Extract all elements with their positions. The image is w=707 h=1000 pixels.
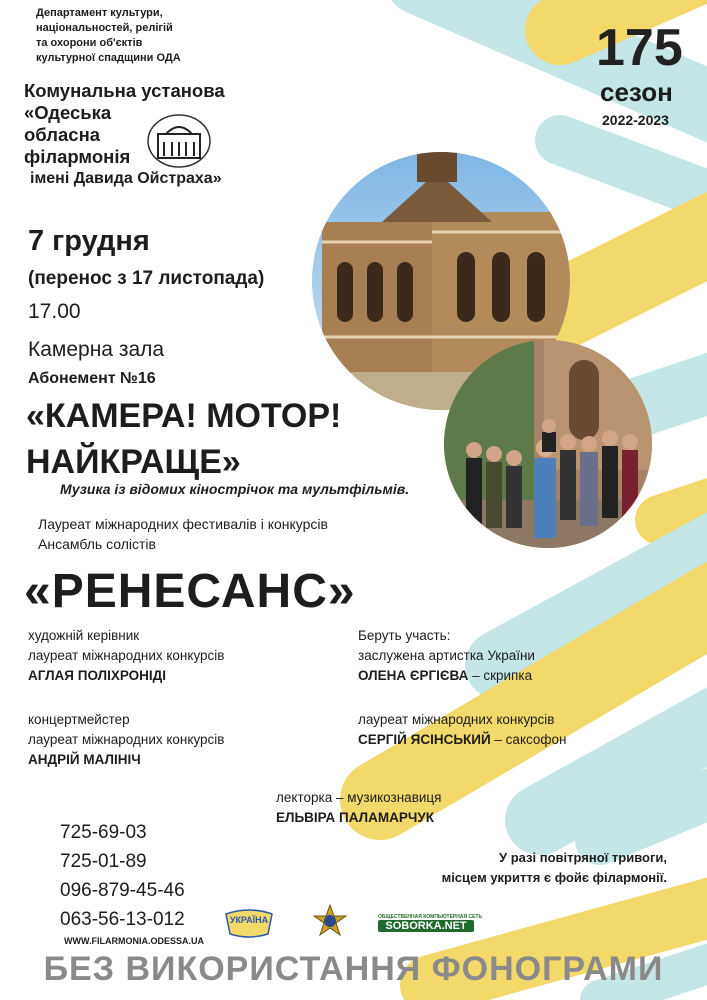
soborka-logo-small: ОБЩЕСТВЕННАЯ КОМПЬЮТЕРНАЯ СЕТЬ [378,914,483,920]
phone-number[interactable]: 063-56-13-012 [60,909,185,930]
phone-number[interactable]: 725-69-03 [60,822,147,843]
right-credits [358,626,566,750]
laureate-block [38,514,328,554]
alert-line: У разі повітряної тривоги, [499,850,667,865]
season-years: 2022-2023 [602,112,669,128]
event-subtitle: Музика із відомих кінострічок та мультфільмів. [60,481,410,497]
ukraina-logo-text: УКРАЇНА [229,915,269,925]
credit-name: АНДРІЙ МАЛІНІЧ [28,752,141,767]
laureate-line: Ансамбль солістів [38,536,156,552]
credit-role: заслужена артистка України [358,648,535,663]
institution-line: «Одеська [24,102,112,123]
soborka-logo [378,914,483,936]
event-hall: Камерна зала [28,338,165,361]
event-time: 17.00 [28,300,81,323]
lecturer-name: ЕЛЬВІРА ПАЛАМАРЧУК [276,810,434,825]
season-word: сезон [600,77,673,107]
institution-line: обласна [24,124,101,145]
department-block [36,6,206,66]
season-number: 175 [596,19,683,77]
emblem-icon [312,904,348,940]
ukraina-logo [222,906,276,940]
left-credits [28,626,224,770]
event-title-line2: НАЙКРАЩЕ» [26,443,241,481]
philharmonic-logo [146,112,212,170]
ensemble-photo [444,340,652,548]
department-line: національностей, релігій [36,22,173,34]
footer-no-phonogram: БЕЗ ВИКОРИСТАННЯ ФОНОГРАМИ [43,950,664,988]
alert-line: місцем укриття є фойє філармонії. [441,870,667,885]
institution-line: імені Давида Ойстраха» [30,170,222,187]
credit-role: художній керівник [28,628,140,643]
credit-name: ОЛЕНА ЄРГІЄВА [358,668,469,683]
credit-role: лауреат міжнародних конкурсів [28,648,225,663]
ensemble-name: «РЕНЕСАНС» [24,565,356,618]
soborka-logo-text: SOBORKA.NET [378,920,474,932]
event-transfer-note: (перенос з 17 листопада) [28,268,265,289]
website-link[interactable]: WWW.FILARMONIA.ODESSA.UA [64,936,204,946]
lecturer-role: лекторка – музикознавиця [276,790,442,805]
credit-instrument: – скрипка [468,668,533,683]
phone-number[interactable]: 096-879-45-46 [60,880,185,901]
phone-list [60,818,185,934]
credit-role: лауреат міжнародних конкурсів [28,732,225,747]
lecturer-block [276,788,441,828]
event-title-line1: «КАМЕРА! МОТОР! [26,397,342,435]
department-line: культурної спадщини ОДА [36,52,181,64]
credit-role: лауреат міжнародних конкурсів [358,712,555,727]
department-line: Департамент культури, [36,7,163,19]
credit-role: концертмейстер [28,712,130,727]
credit-instrument: – саксофон [490,732,567,747]
credit-name: СЕРГІЙ ЯСІНСЬКИЙ [358,732,491,747]
institution-line: філармонія [24,146,131,167]
event-date: 7 грудня [28,225,150,257]
credit-name: АГЛАЯ ПОЛІХРОНІДІ [28,668,167,683]
phone-number[interactable]: 725-01-89 [60,851,147,872]
participants-header: Беруть участь: [358,628,451,643]
event-subscription: Абонемент №16 [28,370,156,387]
air-alert-notice [337,848,667,888]
department-line: та охорони об'єктів [36,37,143,49]
institution-line: Комунальна установа [24,80,225,101]
laureate-line: Лауреат міжнародних фестивалів і конкурсів [38,516,328,532]
